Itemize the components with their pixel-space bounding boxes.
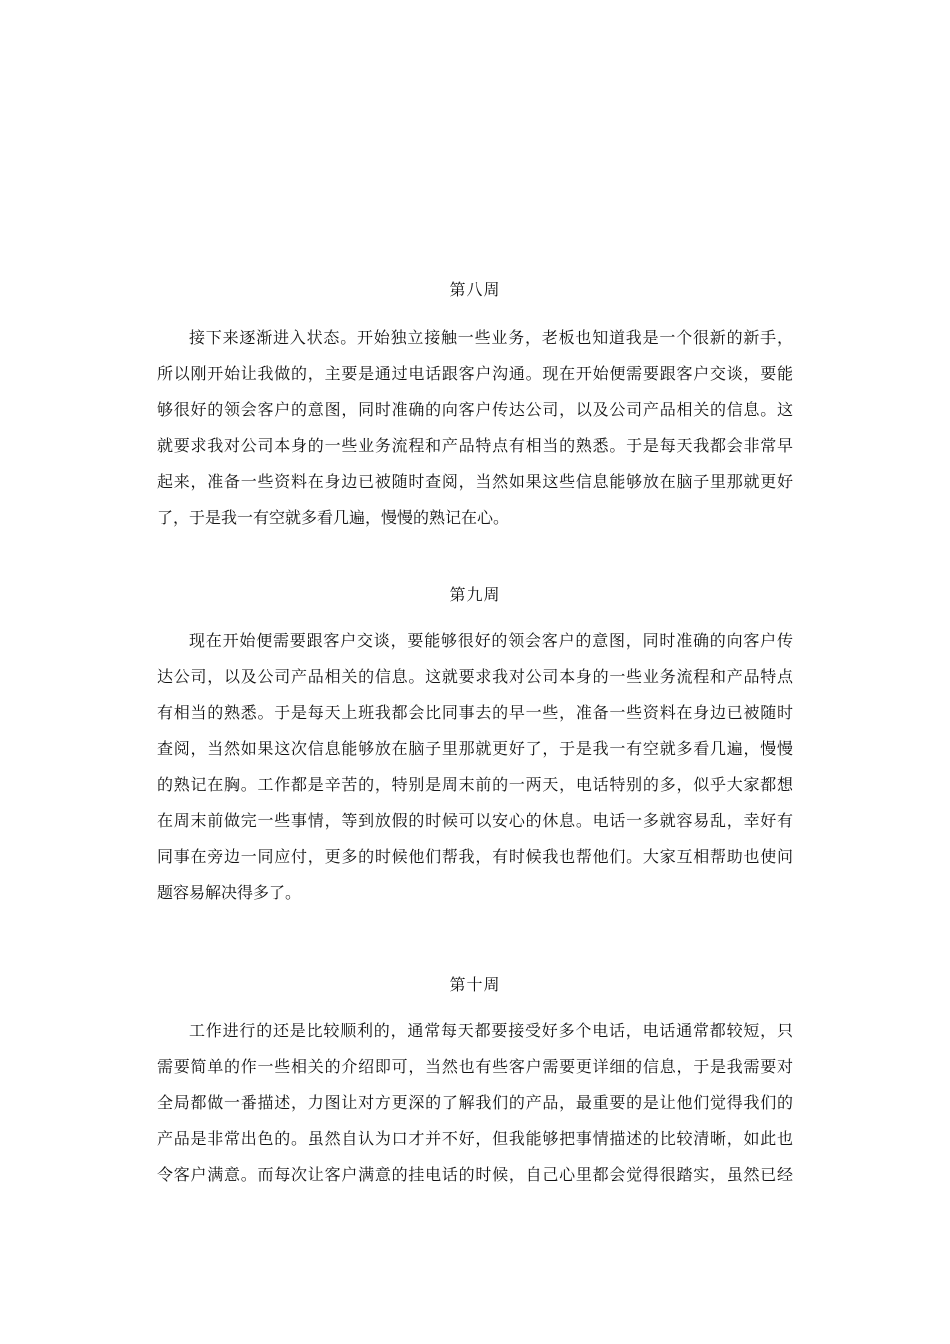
section-heading-week-10: 第十周 [449,975,501,994]
paragraph-line: 同事在旁边一同应付，更多的时候他们帮我，有时候我也帮他们。大家互相帮助也使问 [157,847,793,866]
paragraph-line: 现在开始便需要跟客户交谈，要能够很好的领会客户的意图，同时准确的向客户传 [189,631,793,650]
section-heading-week-9: 第九周 [449,585,501,604]
paragraph-line: 达公司，以及公司产品相关的信息。这就要求我对公司本身的一些业务流程和产品特点 [157,667,793,686]
paragraph-line: 就要求我对公司本身的一些业务流程和产品特点有相当的熟悉。于是每天我都会非常早 [157,436,793,455]
paragraph-line: 需要简单的作一些相关的介绍即可，当然也有些客户需要更详细的信息，于是我需要对 [157,1057,793,1076]
paragraph-line: 接下来逐渐进入状态。开始独立接触一些业务，老板也知道我是一个很新的新手， [189,328,793,347]
paragraph-line: 题容易解决得多了。 [157,883,302,902]
paragraph-line: 所以刚开始让我做的，主要是通过电话跟客户沟通。现在开始便需要跟客户交谈，要能 [157,364,793,383]
paragraph-line: 全局都做一番描述，力图让对方更深的了解我们的产品，最重要的是让他们觉得我们的 [157,1093,793,1112]
paragraph-week-8 [157,320,793,536]
paragraph-line: 有相当的熟悉。于是每天上班我都会比同事去的早一些，准备一些资料在身边已被随时 [157,703,793,722]
paragraph-line: 工作进行的还是比较顺利的，通常每天都要接受好多个电话，电话通常都较短，只 [189,1021,793,1040]
section-heading-week-8: 第八周 [449,280,501,299]
paragraph-line: 够很好的领会客户的意图，同时准确的向客户传达公司，以及公司产品相关的信息。这 [157,400,793,419]
paragraph-line: 在周末前做完一些事情，等到放假的时候可以安心的休息。电话一多就容易乱，幸好有 [157,811,793,830]
paragraph-week-9 [157,623,793,911]
paragraph-line: 令客户满意。而每次让客户满意的挂电话的时候，自己心里都会觉得很踏实，虽然已经 [157,1165,793,1184]
paragraph-week-10 [157,1013,793,1193]
paragraph-line: 了，于是我一有空就多看几遍，慢慢的熟记在心。 [157,508,510,527]
paragraph-line: 的熟记在胸。工作都是辛苦的，特别是周末前的一两天，电话特别的多，似乎大家都想 [157,775,793,794]
paragraph-line: 起来，准备一些资料在身边已被随时查阅，当然如果这些信息能够放在脑子里那就更好 [157,472,793,491]
paragraph-line: 产品是非常出色的。虽然自认为口才并不好，但我能够把事情描述的比较清晰，如此也 [157,1129,793,1148]
paragraph-line: 查阅，当然如果这次信息能够放在脑子里那就更好了，于是我一有空就多看几遍，慢慢 [157,739,793,758]
